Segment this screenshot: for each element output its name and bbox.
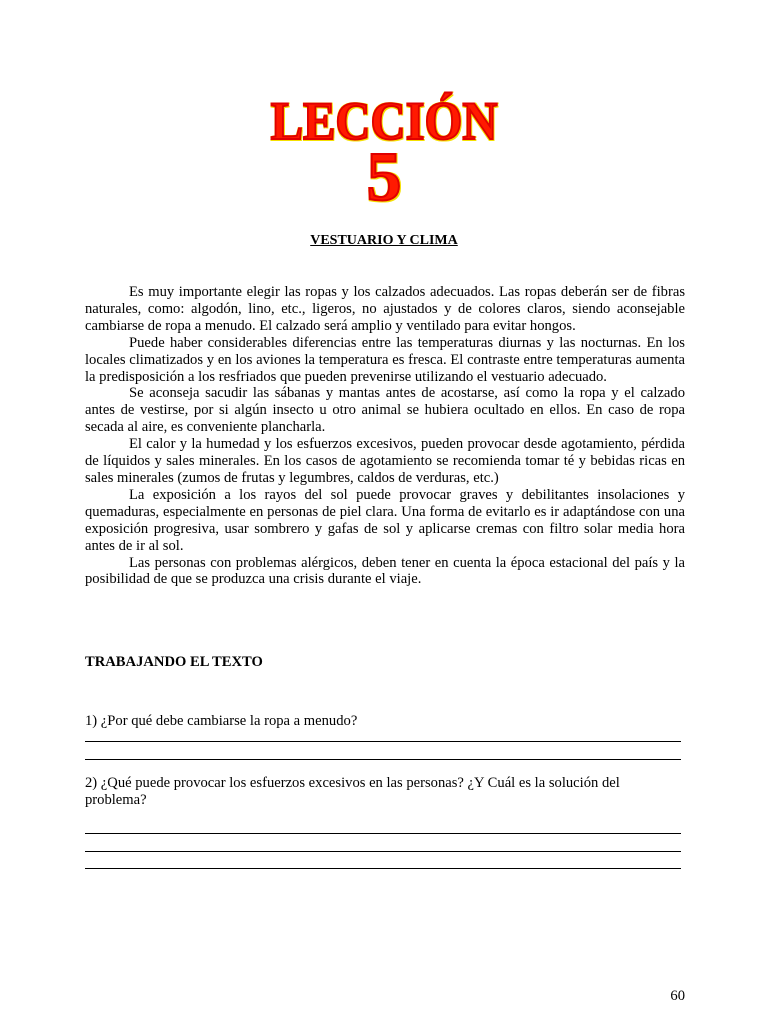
paragraph: Es muy importante elegir las ropas y los calzados adecuados. Las ropas deberán ser de fibras naturales, como: algodón, lino, etc., ligeros, no ajustados y de colores claros, siendo aconsejable cambiarse de ropa a menudo. El calzado será amplio y ventilado para evitar hongos.	[85, 284, 685, 334]
lesson-number: 5	[366, 139, 402, 216]
answer-line[interactable]	[85, 759, 681, 760]
answer-line[interactable]	[85, 741, 681, 742]
paragraph: El calor y la humedad y los esfuerzos excesivos, pueden provocar desde agotamiento, pérdida de líquidos y sales minerales. En los casos de agotamiento se recomienda tomar té y bebidas ricas en sales minerales (zumos de frutas y legumbres, caldos de verduras, etc.)	[85, 436, 685, 486]
answer-line[interactable]	[85, 851, 681, 852]
section-title: VESTUARIO Y CLIMA	[310, 233, 458, 248]
answer-line[interactable]	[85, 833, 681, 834]
body-text	[85, 284, 685, 588]
paragraph: Puede haber considerables diferencias entre las temperaturas diurnas y las nocturnas. En los locales climatizados y en los aviones la temperatura es fresca. El contraste entre temperaturas aumenta la predisposición a los resfriados que pueden prevenirse utilizando el vestuario adecuado.	[85, 334, 685, 385]
page-number: 60	[670, 988, 685, 1004]
exercise-heading: TRABAJANDO EL TEXTO	[85, 654, 263, 670]
question-2: 2) ¿Qué puede provocar los esfuerzos excesivos en las personas? ¿Y Cuál es la solución del problema?	[85, 775, 620, 808]
paragraph: Las personas con problemas alérgicos, deben tener en cuenta la época estacional del país y la posibilidad de que se produzca una crisis durante el viaje.	[85, 554, 685, 588]
lesson-title: LECCIÓN	[270, 91, 498, 151]
paragraph: Se aconseja sacudir las sábanas y mantas antes de acostarse, así como la ropa y el calzado antes de vestirse, por si algún insecto u otro animal se hubiera ocultado en ellos. En caso de ropa secada al aire, es conveniente plancharla.	[85, 385, 685, 436]
paragraph: La exposición a los rayos del sol puede provocar graves y debilitantes insolaciones y quemaduras, especialmente en personas de piel clara. Una forma de evitarlo es ir adaptándose con una exposición progresiva, usar sombrero y gafas de sol y aplicarse cremas con filtro solar media hora antes de ir al sol.	[85, 486, 685, 554]
answer-line[interactable]	[85, 868, 681, 869]
question-1: 1) ¿Por qué debe cambiarse la ropa a menudo?	[85, 713, 358, 729]
